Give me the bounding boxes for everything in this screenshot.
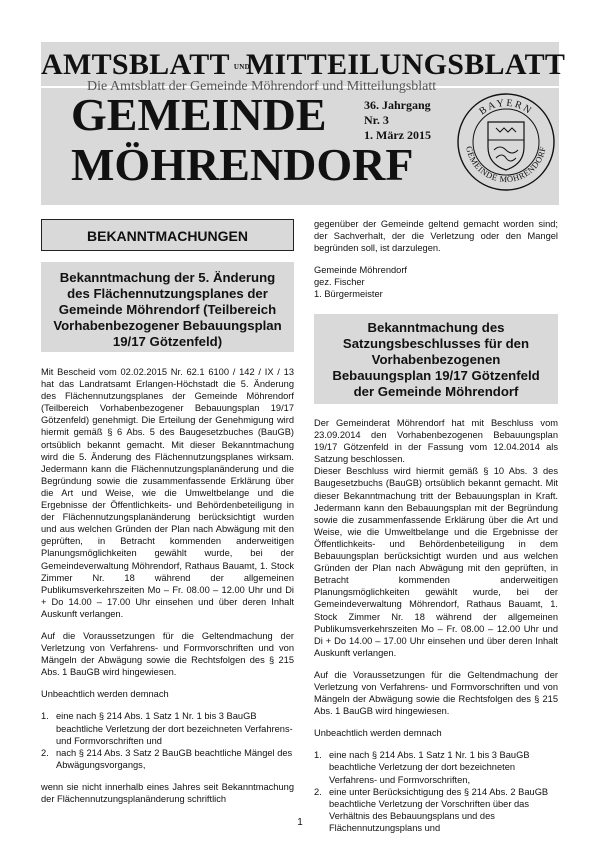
fnp-paragraph-continued: gegenüber der Gemeinde geltend gemacht worden sind; der Sachverhalt, der die Verletzung oder den Mangel begründen soll, ist darzulegen.	[314, 219, 558, 254]
fnp-paragraph-4: wenn sie nicht innerhalb eines Jahres seit Bekanntmachung der Flächennutzungsplanänderung schriftlich	[41, 781, 294, 804]
fnp-paragraph-1: Mit Bescheid vom 02.02.2015 Nr. 62.1 6100 / 142 / IX / 13 hat das Landratsamt Erlangen-Höchstadt die 5. Änderung des Flächennutzungsplanes der Gemeinde Möhrendorf (Teilbereich Vorhabenbezogener Bebauungsplan 19/17 Götzenfeld) genehmigt. Die Erteilung der Genehmigung wird hiermit gemäß § 6 Abs. 5 des Baugesetzbuches (BauGB) ortsüblich bekannt gemacht. Mit dieser Bekanntmachung wird die 5. Änderung des Flächennutzungsplanes wirksam. Jedermann kann die Flächennutzungsplanänderung und die Begründung sowie die zusammenfassende Erklärung über die Art und Weise, wie die Umweltbelange und die Ergebnisse der Öffentlichkeits- und Behördenbeteiligung in der Flächennutzungsplanänderung berücksichtigt wurden und aus welchen Gründen der Plan nach Abwägung mit den geprüften, in Betracht kommenden anderweitigen Planungsmöglichkeiten gewählt wurde, bei der Gemeindeverwaltung Möhrendorf, Rathaus Bauamt, 1. Stock Zimmer Nr. 18 während der allgemeinen Publikumsverkehrszeiten Mo – Fr. 08.00 – 12.00 Uhr und Di + Do 14.00 – 17.00 Uhr einsehen und über deren Inhalt Auskunft verlangen.	[41, 367, 294, 619]
satzung-paragraph-1: Der Gemeinderat Möhrendorf hat mit Beschluss vom 23.09.2014 den Vorhabenbezogenen Bebauungsplan 19/17 Götzenfeld in der Fassung vom 12.04.2014 als Satzung beschlossen.	[314, 418, 558, 465]
signature-name: gez. Fischer	[314, 277, 365, 288]
satzung-list	[314, 749, 558, 834]
list-item: 2. nach § 214 Abs. 3 Satz 2 BauGB beachtliche Mängel des Abwägungsvorgangs,	[41, 747, 293, 770]
list-item: 1. eine nach § 214 Abs. 1 Satz 1 Nr. 1 bis 3 BauGB beachtliche Verletzung der dort bezeichneten Verfahrens- und Formvorschriften und	[41, 711, 293, 746]
issue-number: Nr. 3	[364, 113, 389, 127]
notice-title-fnp: Bekanntmachung der 5. Änderung des Flächennutzungsplanes der Gemeinde Möhrendorf (Teilbereich Vorhabenbezogener Bebauungsplan 19/17 Götzenfeld)	[41, 262, 294, 352]
title-amtsblatt: AMTSBLATT	[41, 48, 230, 81]
seal-text-bottom: GEMEINDE MÖHRENDORF	[464, 145, 548, 185]
list-item: 1. eine nach § 214 Abs. 1 Satz 1 Nr. 1 bis 3 BauGB beachtliche Verletzung der dort bezeichneten Verfahrens- und Formvorschriften,	[314, 750, 530, 785]
municipal-seal-icon	[456, 92, 556, 192]
title-mitteilungsblatt: MITTEILUNGSBLATT	[245, 48, 566, 81]
right-column	[314, 417, 558, 844]
fnp-list	[41, 710, 294, 770]
signature-block	[314, 264, 558, 300]
masthead-ghost-text: Die Amtsblatt der Gemeinde Möhrendorf und Mitteilungsblatt	[87, 79, 437, 94]
satzung-paragraph-3: Auf die Voraussetzungen für die Geltendmachung der Verletzung von Verfahrens- und Formvorschriften und von Mängeln der Abwägung sowie die Rechtsfolgen des § 215 Abs. 1 BauGB wird hingewiesen.	[314, 669, 558, 717]
svg-text:BAYERN	[477, 98, 534, 118]
masthead-ort: MÖHRENDORF	[71, 139, 414, 190]
issue-info	[364, 98, 431, 143]
satzung-paragraph-4: Unbeachtlich werden demnach	[314, 728, 442, 739]
signature-municipality: Gemeinde Möhrendorf	[314, 265, 408, 276]
signature-title: 1. Bürgermeister	[314, 289, 383, 300]
list-item: 2. eine unter Berücksichtigung des § 214 Abs. 2 BauGB beachtliche Verletzung der Vorschriften über das Verhältnis des Bebauungsplans und des Flächennutzungsplans und	[314, 786, 549, 833]
fnp-paragraph-2: Auf die Voraussetzungen für die Geltendmachung der Verletzung von Verfahrens- und Formvorschriften und von Mängeln der Abwägung sowie die Rechtsfolgen des § 215 Abs. 1 BauGB wird hingewiesen.	[41, 630, 294, 678]
fnp-paragraph-3: Unbeachtlich werden demnach	[41, 689, 169, 700]
section-heading-bekanntmachungen: BEKANNTMACHUNGEN	[41, 219, 294, 251]
right-column-top	[314, 218, 558, 301]
left-column	[41, 366, 294, 815]
notice-title-satzung: Bekanntmachung des Satzungsbeschlusses für den Vorhabenbezogenen Bebauungsplan 19/17 Götzenfeld der Gemeinde Möhrendorf	[314, 314, 558, 404]
satzung-paragraph-2: Dieser Beschluss wird hiermit gemäß § 10 Abs. 3 des Baugesetzbuchs (BauGB) ortsüblich bekannt gemacht. Mit dieser Bekanntmachung tritt der Bebauungsplan in Kraft. Jedermann kann den Bebauungsplan mit der Begründung sowie die zusammenfassende Erklärung über die Art und Weise, wie die Umweltbelange und die Ergebnisse der Öffentlichkeits- und Behördenbeteiligung in dem Bebauungsplan berücksichtigt wurden und aus welchen Gründen der Plan nach Abwägung mit den geprüften, in Betracht kommenden anderweitigen Planungsmöglichkeiten gewählt wurde, bei der Gemeindeverwaltung Möhrendorf, Rathaus Bauamt, 1. Stock Zimmer Nr. 18 während der allgemeinen Publikumsverkehrszeiten Mo – Fr. 08.00 – 12.00 Uhr und Di + Do 14.00 – 17.00 Uhr einsehen und über deren Inhalt Auskunft verlangen.	[314, 466, 558, 658]
page-number: 1	[297, 817, 303, 828]
seal-text-top: BAYERN	[477, 97, 535, 118]
issue-jahrgang: 36. Jahrgang	[364, 98, 431, 112]
masthead-title	[41, 48, 566, 82]
title-und: UND	[233, 62, 250, 71]
masthead	[41, 42, 566, 205]
svg-text:GEMEINDE MÖHRENDORF	[464, 145, 548, 184]
issue-date: 1. März 2015	[364, 128, 431, 142]
masthead-gemeinde: GEMEINDE	[71, 89, 327, 140]
